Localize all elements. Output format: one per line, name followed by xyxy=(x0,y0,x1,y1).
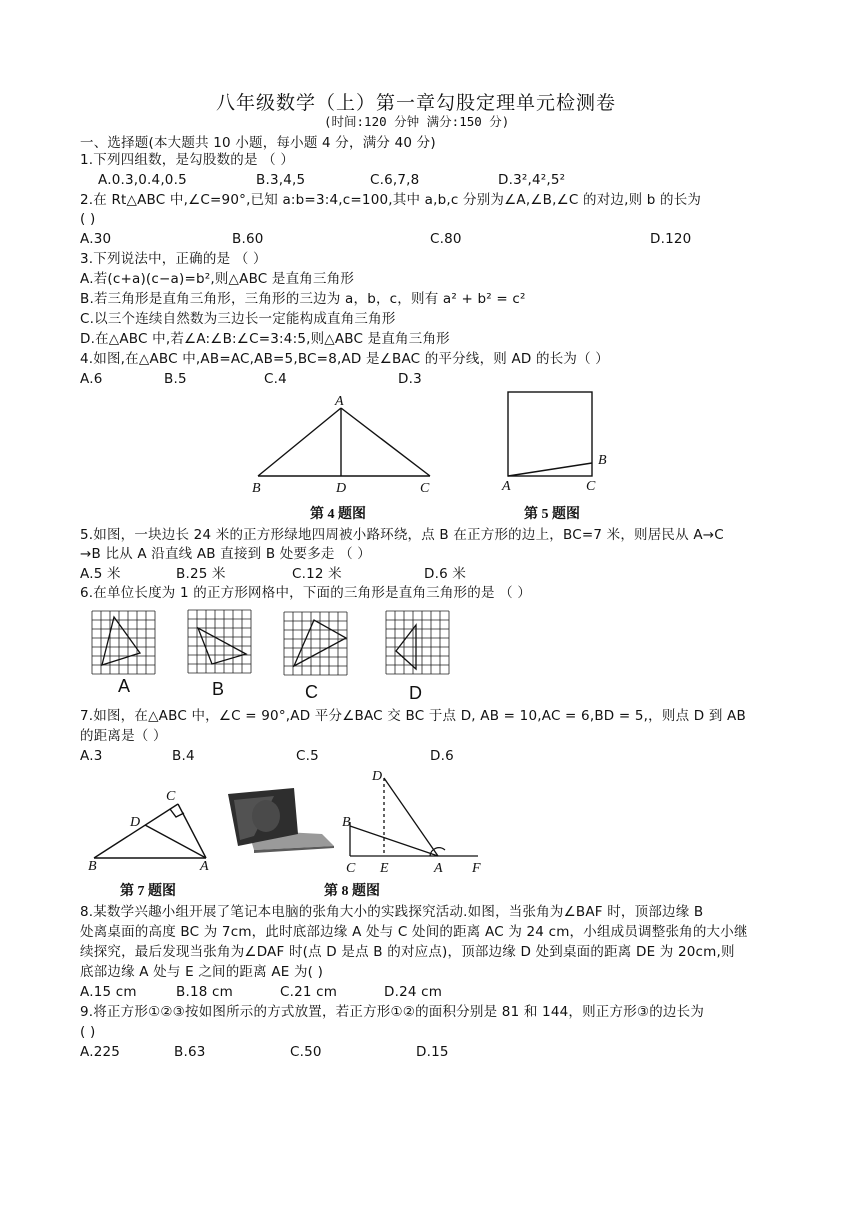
grid-option-a xyxy=(88,607,160,677)
q2-option-d: D.120 xyxy=(650,231,692,247)
q3-option-b: B.若三角形是直角三角形，三角形的三边为 a，b，c，则有 a² + b² = c² xyxy=(80,291,526,307)
point-label-b: B xyxy=(598,453,607,468)
q8-option-d: D.24 cm xyxy=(384,984,443,1000)
q1-option-b: B.3,4,5 xyxy=(256,172,306,188)
point-label-b: B xyxy=(342,815,351,830)
q7-stem-2: 的距离是（ ） xyxy=(80,728,167,744)
q3-option-a: A.若(c+a)(c−a)=b²,则△ABC 是直角三角形 xyxy=(80,271,355,287)
grid-label-b: B xyxy=(212,679,225,699)
q2-option-a: A.30 xyxy=(80,231,112,247)
side-ab xyxy=(258,408,341,476)
q5-option-a: A.5 米 xyxy=(80,566,121,582)
grid-option-b xyxy=(184,606,256,678)
point-label-d: D xyxy=(336,481,347,496)
point-label-e: E xyxy=(380,861,389,876)
q9-option-a: A.225 xyxy=(80,1044,121,1060)
segment-da xyxy=(384,778,438,856)
q4-option-b: B.5 xyxy=(164,371,187,387)
point-label-d: D xyxy=(372,769,383,784)
q5-stem-2: →B 比从 A 沿直线 AB 直接到 B 处要多走 （ ） xyxy=(80,546,371,562)
point-label-c: C xyxy=(166,789,176,804)
q5-stem: 5.如图，一块边长 24 米的正方形绿地四周被小路环绕，点 B 在正方形的边上，BC=7 米，则居民从 A→C xyxy=(80,527,724,543)
page-title: 八年级数学（上）第一章勾股定理单元检测卷 xyxy=(216,92,617,114)
figure-4-caption: 第 4 题图 xyxy=(310,507,366,522)
grid-option-d xyxy=(382,607,454,679)
side-ac xyxy=(341,408,430,476)
q7-option-a: A.3 xyxy=(80,748,103,764)
q5-option-d: D.6 米 xyxy=(424,566,467,582)
q1-option-d: D.3²,4²,5² xyxy=(498,172,566,188)
q2-paren: ( ) xyxy=(80,211,96,227)
q8-line-1: 8.某数学兴趣小组开展了笔记本电脑的张角大小的实践探究活动.如图，当张角为∠BAF 时，顶部边缘 B xyxy=(80,904,704,920)
q7-option-b: B.4 xyxy=(172,748,195,764)
path-ab xyxy=(508,463,592,476)
square-field xyxy=(508,392,592,476)
triangle-a xyxy=(102,617,140,665)
section-header: 一、选择题(本大题共 10 小题，每小题 4 分，满分 40 分) xyxy=(80,135,436,151)
q8-line-2: 处离桌面的高度 BC 为 7cm，此时底部边缘 A 处与 C 处间的距离 AC 为 24 cm，小组成员调整张角的大小继 xyxy=(80,924,748,940)
q3-option-d: D.在△ABC 中,若∠A:∠B:∠C=3:4:5,则△ABC 是直角三角形 xyxy=(80,331,450,347)
q9-option-d: D.15 xyxy=(416,1044,449,1060)
side-bc xyxy=(94,804,178,858)
q8-line-3: 续探究，最后发现当张角为∠DAF 时(点 D 是点 B 的对应点)，顶部边缘 D 处到桌面的距离 DE 为 20cm,则 xyxy=(80,944,735,960)
figure-8-diagram xyxy=(340,766,494,876)
q8-option-b: B.18 cm xyxy=(176,984,233,1000)
q1-option-c: C.6,7,8 xyxy=(370,172,420,188)
q4-option-d: D.3 xyxy=(398,371,422,387)
q9-option-b: B.63 xyxy=(174,1044,206,1060)
q4-option-a: A.6 xyxy=(80,371,103,387)
point-label-b: B xyxy=(252,481,261,496)
q8-option-a: A.15 cm xyxy=(80,984,137,1000)
point-label-c: C xyxy=(420,481,430,496)
grid-lines xyxy=(386,611,449,674)
grid-option-c xyxy=(280,608,352,680)
q3-option-c: C.以三个连续自然数为三边长一定能构成直角三角形 xyxy=(80,311,396,327)
point-label-c: C xyxy=(346,861,356,876)
q7-stem: 7.如图，在△ABC 中，∠C = 90°,AD 平分∠BAC 交 BC 于点 D, AB = 10,AC = 6,BD = 5,，则点 D 到 AB xyxy=(80,708,746,724)
point-label-f: F xyxy=(472,861,481,876)
q9-stem: 9.将正方形①②③按如图所示的方式放置，若正方形①②的面积分别是 81 和 144，则正方形③的边长为 xyxy=(80,1004,705,1020)
grid-label-c: C xyxy=(305,682,318,702)
grid-label-a: A xyxy=(118,676,131,696)
figure-4-triangle xyxy=(240,392,450,496)
q8-option-c: C.21 cm xyxy=(280,984,338,1000)
point-label-a: A xyxy=(200,859,209,872)
q7-option-c: C.5 xyxy=(296,748,319,764)
q5-option-c: C.12 米 xyxy=(292,566,342,582)
segment-ba xyxy=(350,826,438,856)
q5-option-b: B.25 米 xyxy=(176,566,226,582)
page-subtitle: (时间:120 分钟 满分:150 分) xyxy=(324,114,510,129)
q4-stem: 4.如图,在△ABC 中,AB=AC,AB=5,BC=8,AD 是∠BAC 的平分线，则 AD 的长为（ ） xyxy=(80,351,609,367)
q9-paren: ( ) xyxy=(80,1024,96,1040)
q1-option-a: A.0.3,0.4,0.5 xyxy=(98,172,187,188)
point-label-a: A xyxy=(434,861,443,876)
q2-option-b: B.60 xyxy=(232,231,264,247)
q2-option-c: C.80 xyxy=(430,231,462,247)
q3-stem: 3.下列说法中，正确的是 （ ） xyxy=(80,251,267,267)
figure-5-caption: 第 5 题图 xyxy=(524,507,580,522)
laptop-reflection xyxy=(252,800,280,832)
grid-lines xyxy=(188,610,251,673)
q4-option-c: C.4 xyxy=(264,371,287,387)
point-label-b: B xyxy=(88,859,97,872)
q2-stem: 2.在 Rt△ABC 中,∠C=90°,已知 a:b=3:4,c=100,其中 a,b,c 分别为∠A,∠B,∠C 的对边,则 b 的长为 xyxy=(80,192,702,208)
q8-line-4: 底部边缘 A 处与 E 之间的距离 AE 为( ) xyxy=(80,964,324,980)
figure-8-caption: 第 8 题图 xyxy=(324,884,380,899)
q6-stem: 6.在单位长度为 1 的正方形网格中，下面的三角形是直角三角形的是 （ ） xyxy=(80,585,532,601)
point-label-a: A xyxy=(502,479,511,494)
figure-5-square xyxy=(496,390,622,496)
point-label-a: A xyxy=(335,394,344,409)
laptop-photo xyxy=(224,786,336,856)
q1-stem: 1.下列四组数，是勾股数的是 （ ） xyxy=(80,152,295,168)
q7-option-d: D.6 xyxy=(430,748,454,764)
point-label-d: D xyxy=(130,815,141,830)
triangle-abc xyxy=(258,408,430,476)
q9-option-c: C.50 xyxy=(290,1044,322,1060)
figure-7-caption: 第 7 题图 xyxy=(120,884,176,899)
point-label-c: C xyxy=(586,479,596,494)
figure-7-triangle xyxy=(82,786,220,872)
grid-label-d: D xyxy=(409,683,422,703)
